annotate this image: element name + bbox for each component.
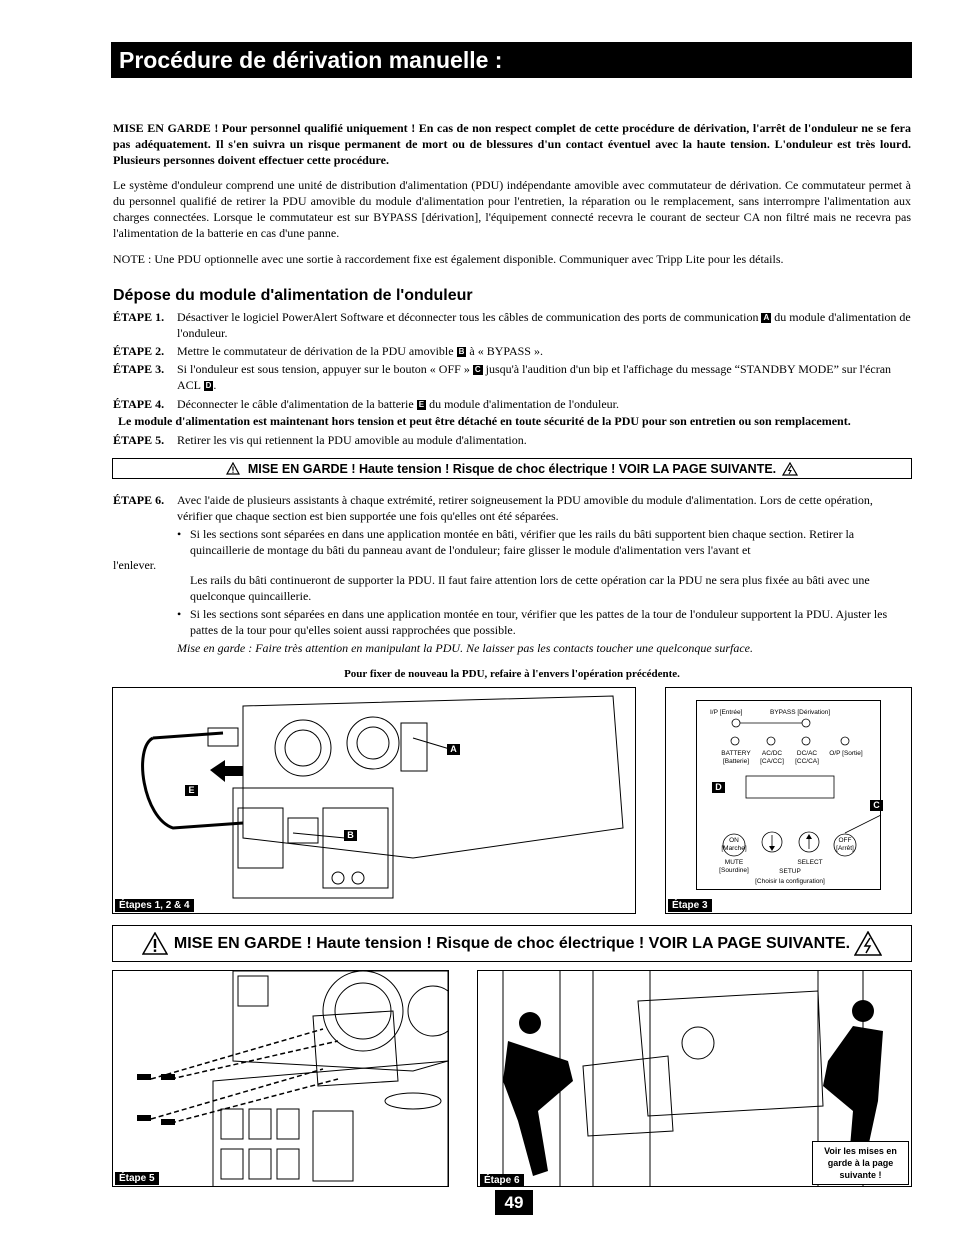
high-voltage-icon — [854, 931, 882, 956]
warning-note: Voir les mises en garde à la page suivante ! — [812, 1141, 909, 1185]
key-badge: E — [418, 400, 425, 409]
step-text: du module d'alimentation de l'onduleur. — [429, 397, 620, 411]
step-text: à « BYPASS ». — [469, 344, 543, 358]
step-label: ÉTAPE 5. — [113, 433, 165, 447]
warning-triangle-icon — [142, 932, 168, 955]
callout-a: A — [447, 744, 460, 755]
figure-label: Étapes 1, 2 & 4 — [115, 899, 194, 912]
label-ip: I/P [Entrée] — [710, 709, 743, 716]
callout-b: B — [344, 830, 357, 841]
intro-body: Le système d'onduleur comprend une unité de distribution d'alimentation (PDU) indépendante amovible avec commutateur de dérivation. Ce commutateur permet à du personnel qualifié de retirer la PDU amovible du module d'alimentation pour l'entretien, la réparation ou le remplacement, sans interrompre l'alimentation aux charges connectées. Lorsque le commutateur est sur BYPASS [dérivation], l'équipement connecté recevra le courant de secteur CA non filtré mais ne recevra pas l'alimentation de la batterie en cas d'une panne. — [113, 178, 911, 240]
bold-note: Le module d'alimentation est maintenant hors tension et peut être détaché en toute sécurité de la PDU pour son entretien ou son remplacement. — [118, 414, 851, 428]
step-6 — [113, 492, 911, 524]
warning-box-big — [112, 925, 912, 962]
page-title: Procédure de dérivation manuelle : — [111, 42, 912, 78]
label-battery: BATTERY [Batterie] — [721, 750, 751, 765]
step-1 — [113, 309, 911, 341]
label-setup: SETUP — [779, 868, 801, 875]
step-3 — [113, 361, 911, 393]
step-4 — [113, 396, 911, 412]
bullet-text: Les rails du bâti continueront de supporter la PDU. Il faut faire attention lors de cette opération car la PDU ne sera plus fixée au bâti avec une quelconque quincaillerie. — [190, 573, 870, 603]
italic-warning: Mise en garde : Faire très attention en manipulant la PDU. Ne laisser pas les contacts toucher une quelconque surface. — [177, 641, 754, 655]
step-text: du module d'alimentation de l'onduleur. — [177, 310, 911, 340]
label-bypass: BYPASS [Dérivation] — [770, 709, 831, 716]
step-text: Déconnecter le câble d'alimentation de la batterie — [177, 397, 414, 411]
step-text: Mettre le commutateur de dérivation de la PDU amovible — [177, 344, 454, 358]
ups-rear-illustration — [113, 688, 636, 914]
label-setup-fr: [Choisir la configuration] — [755, 878, 825, 885]
label-acdc: AC/DC [CA/CC] — [760, 750, 784, 765]
step-text: Si l'onduleur est sous tension, appuyer sur le bouton « OFF » — [177, 362, 470, 376]
bullet-rack-note — [177, 572, 911, 604]
step-2 — [113, 343, 911, 359]
figure-label: Étape 3 — [668, 899, 712, 912]
pdu-screws-illustration — [113, 971, 449, 1187]
page-number: 49 — [495, 1190, 533, 1215]
label-select: SELECT — [797, 859, 823, 866]
figure-step-5 — [112, 970, 449, 1187]
step-text: Retirer les vis qui retiennent la PDU amovible au module d'alimentation. — [177, 433, 527, 447]
label-mute: MUTE [Sourdine] — [719, 859, 749, 874]
high-voltage-icon — [782, 462, 798, 476]
figure-steps-1-2-4 — [112, 687, 636, 914]
bullet-tower: • Si les sections sont séparées en dans une application montée en tour, vérifier que les pattes de la tour de l'onduleur supportent la PDU. Ajuster les pattes de la tour pour qu'elles soient aussi rapprochées que possible. — [177, 606, 911, 638]
callout-d: D — [712, 782, 725, 793]
step-text: jusqu'à l'audition d'un bip et l'affichage du message “STANDBY MODE” sur l'écran ACL — [177, 362, 892, 392]
section-heading: Dépose du module d'alimentation de l'onduleur — [113, 287, 473, 304]
label-on: ON [Marche] — [721, 837, 747, 852]
step-label: ÉTAPE 3. — [113, 362, 165, 376]
bullet-text: Si les sections sont séparées en dans une application montée en tour, vérifier que les pattes de la tour de l'onduleur supportent la PDU. Ajuster les pattes de la tour pour qu'elles soient aussi rapprochées que possible. — [190, 607, 888, 637]
bullet-continuation: l'enlever. — [113, 558, 157, 572]
label-dcac: DC/AC [CC/CA] — [795, 750, 819, 765]
step-text: . — [213, 378, 217, 392]
figure-step-6 — [477, 970, 912, 1187]
callout-e: E — [185, 785, 198, 796]
step-label: ÉTAPE 2. — [113, 344, 165, 358]
bullet-text: Si les sections sont séparées en dans une application montée en bâti, vérifier que les rails du bâti supportent bien chaque section. Retirer la quincaillerie de montage du bâti du panneau avant de l'onduleur; faire glisser le module d'alimentation vers l'avant et — [190, 527, 855, 557]
step-text: Désactiver le logiciel PowerAlert Software et déconnecter tous les câbles de communication des ports de communication — [177, 310, 759, 324]
intro-note: NOTE : Une PDU optionnelle avec une sortie à raccordement fixe est également disponible. Communiquer avec Tripp Lite pour les détails. — [113, 252, 784, 266]
key-badge: B — [458, 347, 465, 356]
figure-label: Étape 6 — [480, 1174, 524, 1187]
key-badge: D — [205, 381, 212, 390]
figure-label: Étape 5 — [115, 1172, 159, 1185]
callout-c: C — [870, 800, 883, 811]
reinstall-note: Pour fixer de nouveau la PDU, refaire à l'envers l'opération précédente. — [344, 668, 680, 680]
warning-text: MISE EN GARDE ! Haute tension ! Risque de choc électrique ! VOIR LA PAGE SUIVANTE. — [173, 934, 851, 952]
intro-warning: MISE EN GARDE ! Pour personnel qualifié uniquement ! En cas de non respect complet de cette procédure de dérivation, l'arrêt de l'onduleur ne se fera pas adéquatement. Il s'en suivra un risque permanent de mort ou de blessures d'un contact éventuel avec la haute tension. L'onduleur est très lourd. Plusieurs personnes doivent effectuer cette procédure. — [113, 121, 911, 167]
label-op: O/P [Sortie] — [829, 750, 863, 757]
warning-triangle-icon — [226, 462, 240, 475]
label-off: OFF [Arrêt] — [836, 837, 854, 852]
key-badge: A — [763, 313, 770, 322]
step-text: Avec l'aide de plusieurs assistants à chaque extrémité, retirer soigneusement la PDU amovible du module d'alimentation. Lors de cette opération, vérifier que chaque section est bien supportée une fois qu'elles ont été séparées. — [177, 493, 873, 523]
warning-text: MISE EN GARDE ! Haute tension ! Risque de choc électrique ! VOIR LA PAGE SUIVANTE. — [247, 461, 777, 476]
step-5 — [113, 432, 911, 448]
step-label: ÉTAPE 1. — [113, 310, 165, 324]
figure-step-3 — [665, 687, 912, 914]
step-label: ÉTAPE 6. — [113, 493, 165, 507]
bullet-rack: • Si les sections sont séparées en dans une application montée en bâti, vérifier que les rails du bâti supportent bien chaque section. Retirer la quincaillerie de montage du bâti du panneau avant de l'onduleur; faire glisser le module d'alimentation vers l'avant et — [177, 526, 911, 558]
key-badge: C — [474, 365, 481, 374]
warning-box-small — [112, 458, 912, 479]
step-label: ÉTAPE 4. — [113, 397, 165, 411]
